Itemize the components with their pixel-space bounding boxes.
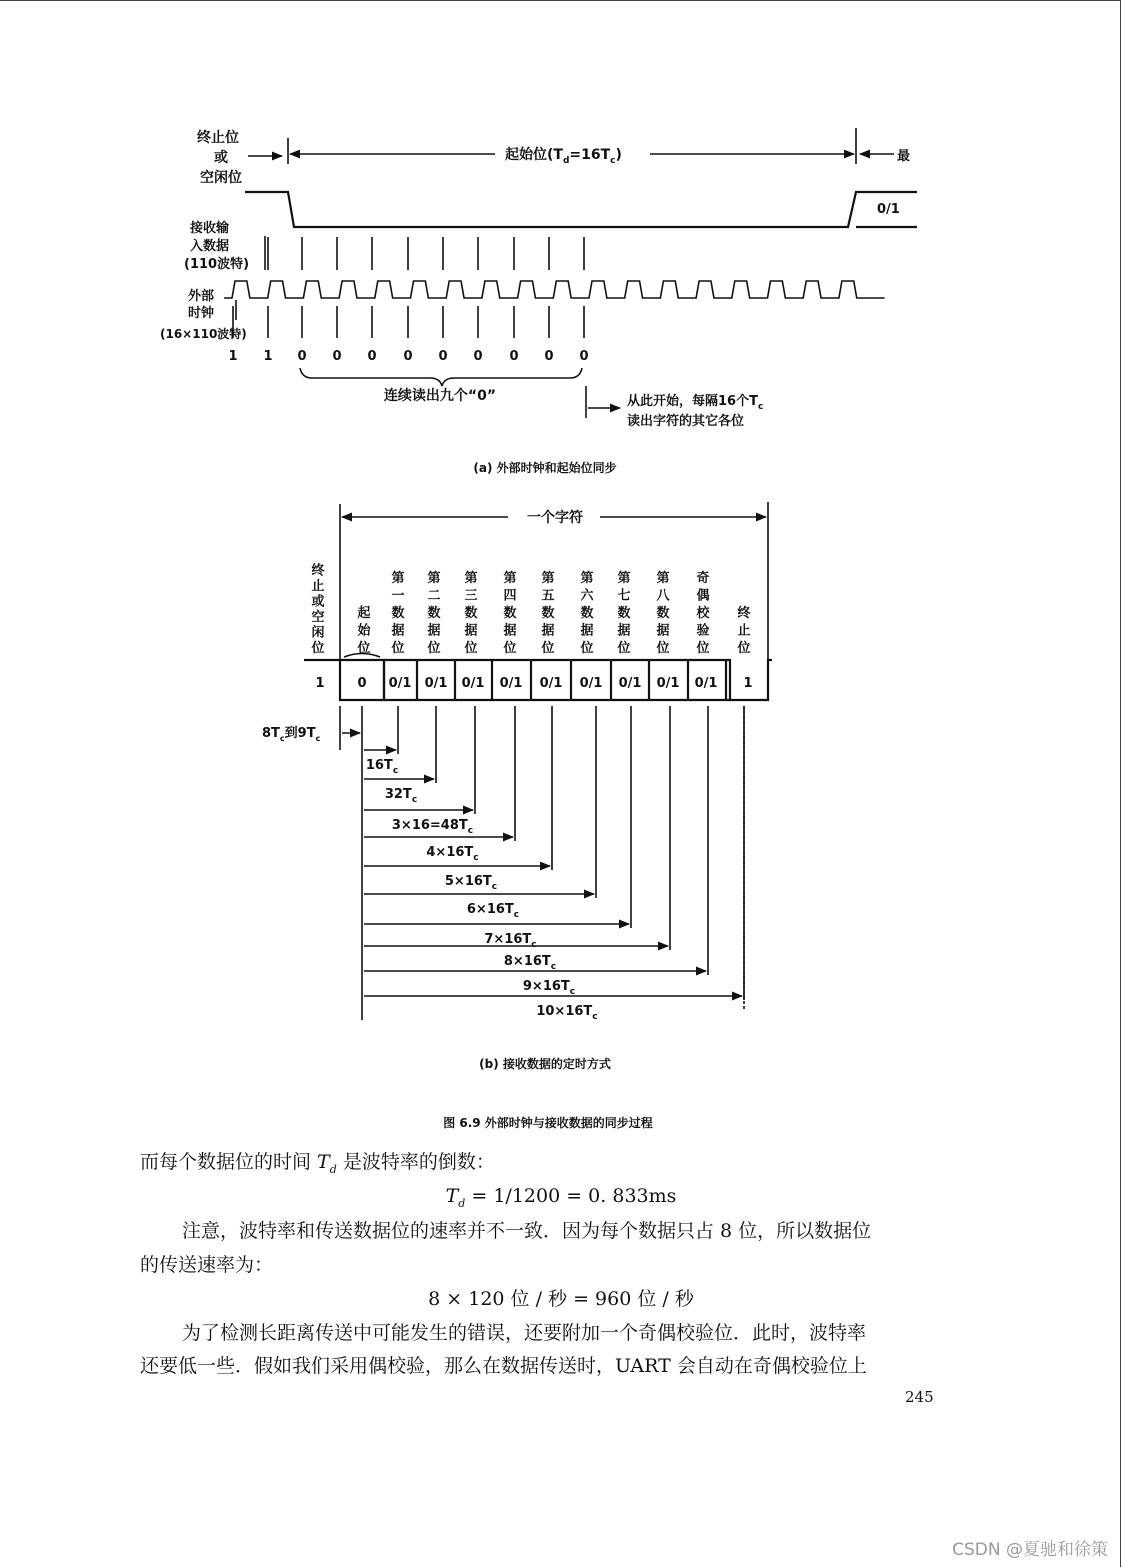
timing-label: $16T_c$ xyxy=(365,758,399,776)
half-bit-label: $8T_c$到$9T_c$ xyxy=(262,726,321,743)
formula1-rest: = 1/1200 = 0. 833ms xyxy=(465,1185,677,1207)
one-char-label: 一个字符 xyxy=(527,510,583,526)
page-number: 245 xyxy=(905,1388,934,1406)
column-header: 起始位 xyxy=(357,606,371,656)
sample-value: 0 xyxy=(509,349,519,364)
rx-waveform-top xyxy=(245,192,917,227)
caption-b: (b) 接收数据的定时方式 xyxy=(479,1057,611,1071)
rx-input-line-2: 入数据 xyxy=(190,239,230,254)
figure-b xyxy=(262,502,772,1071)
cell-value: 0/1 xyxy=(694,676,718,691)
timing-label: $9\times 16T_c$ xyxy=(522,979,576,997)
sample-ticks-lower xyxy=(233,306,584,338)
rx-input-line-3: (110波特) xyxy=(184,257,250,272)
stop-idle-line-2: 或 xyxy=(214,150,228,166)
from-here-line-1: 从此开始，每隔16个$T_c$ xyxy=(627,394,764,412)
nine-zero-label: 连续读出九个“0” xyxy=(383,388,497,404)
formula-2: 8 × 120 位 / 秒 = 960 位 / 秒 xyxy=(428,1288,694,1310)
paragraph-2-line-2: 的传送速率为： xyxy=(140,1254,274,1276)
rx-input-line-1: 接收输 xyxy=(190,221,230,236)
stop-idle-line-1: 终止位 xyxy=(197,130,239,146)
cell-value: 0/1 xyxy=(424,676,448,691)
line1-var: T xyxy=(317,1151,330,1173)
ext-clock-line-3: (16×110波特) xyxy=(160,327,247,341)
sample-value: 0 xyxy=(438,349,448,364)
timing-label: $5\times 16T_c$ xyxy=(444,874,498,892)
column-header: 第三数据位 xyxy=(464,571,478,656)
from-here-line-2: 读出字符的其它各位 xyxy=(627,414,745,429)
timing-label: $10\times 16T_c$ xyxy=(536,1004,598,1022)
cell-value: 0/1 xyxy=(656,676,680,691)
column-header: 终止或空闲位 xyxy=(311,563,325,656)
column-header: 第五数据位 xyxy=(541,571,555,656)
zero-one-label: 0/1 xyxy=(877,202,900,217)
column-header: 终止位 xyxy=(737,606,751,656)
cell-value: 0 xyxy=(357,676,367,691)
timing-label: $3\times 16=48T_c$ xyxy=(391,818,474,836)
cell-value: 1 xyxy=(743,676,753,691)
watermark: CSDN @夏驰和徐策 xyxy=(952,1540,1108,1560)
formula1-sub: d xyxy=(458,1196,466,1210)
ext-clock-line-2: 时钟 xyxy=(188,306,215,321)
sample-value: 1 xyxy=(228,349,238,364)
timing-label: $4\times 16T_c$ xyxy=(426,845,479,863)
column-header: 奇偶校验位 xyxy=(696,571,710,656)
timing-arrows xyxy=(364,706,744,1022)
cell-value: 1 xyxy=(315,676,325,691)
formula1-var: T xyxy=(445,1185,459,1207)
column-headers xyxy=(310,563,751,657)
line1-sub: d xyxy=(329,1162,337,1176)
cell-value: 0/1 xyxy=(388,676,412,691)
sample-value: 0 xyxy=(367,349,377,364)
cell-value: 0/1 xyxy=(499,676,523,691)
timing-label: $32T_c$ xyxy=(384,787,418,805)
sample-value: 0 xyxy=(297,349,307,364)
cell-value: 0/1 xyxy=(461,676,485,691)
stop-or-idle-label xyxy=(197,129,242,186)
cell-value: 0/1 xyxy=(539,676,563,691)
stop-idle-line-3: 空闲位 xyxy=(200,170,242,186)
minimum-label: 最 xyxy=(897,149,911,164)
sample-value: 0 xyxy=(332,349,342,364)
column-header: 第七数据位 xyxy=(617,571,631,656)
sample-values xyxy=(228,349,588,364)
sample-value: 0 xyxy=(473,349,483,364)
caption-a: (a) 外部时钟和起始位同步 xyxy=(473,461,617,475)
line1-post: 是波特率的倒数： xyxy=(336,1151,495,1173)
nine-zero-brace xyxy=(300,368,582,386)
figure-caption: 图 6.9 外部时钟与接收数据的同步过程 xyxy=(443,1116,653,1130)
sample-value: 1 xyxy=(263,349,273,364)
sample-value: 0 xyxy=(579,349,589,364)
sample-ticks-upper xyxy=(268,237,584,270)
external-clock-waveform xyxy=(224,281,885,298)
ext-clock-line-1: 外部 xyxy=(188,289,215,304)
column-header: 第二数据位 xyxy=(427,571,441,656)
timing-label: $6\times 16T_c$ xyxy=(466,902,520,920)
timing-label: $7\times 16T_c$ xyxy=(484,932,537,950)
timing-label: $8\times 16T_c$ xyxy=(503,954,557,972)
cell-value: 0/1 xyxy=(618,676,642,691)
column-header: 第四数据位 xyxy=(503,571,517,656)
figure-a xyxy=(160,128,917,475)
cell-value: 0/1 xyxy=(579,676,603,691)
formula-1 xyxy=(0,1180,1122,1220)
column-header: 第一数据位 xyxy=(391,571,405,656)
paragraph-3-line-1: 为了检测长距离传送中可能发生的错误，还要附加一个奇偶校验位．此时，波特率 xyxy=(182,1322,867,1344)
sample-value: 0 xyxy=(544,349,554,364)
paragraph-3-line-2: 还要低一些．假如我们采用偶校验，那么在数据传送时，UART 会自动在奇偶校验位上 xyxy=(140,1355,867,1377)
column-header: 第六数据位 xyxy=(580,571,594,656)
line1-pre: 而每个数据位的时间 xyxy=(140,1151,318,1173)
start-bit-label: 起始位$(T_d=16T_c)$ xyxy=(505,147,622,166)
paragraph-2-line-1: 注意，波特率和传送数据位的速率并不一致．因为每个数据只占 8 位，所以数据位 xyxy=(182,1220,872,1242)
column-header: 第八数据位 xyxy=(656,571,670,656)
sample-value: 0 xyxy=(403,349,413,364)
